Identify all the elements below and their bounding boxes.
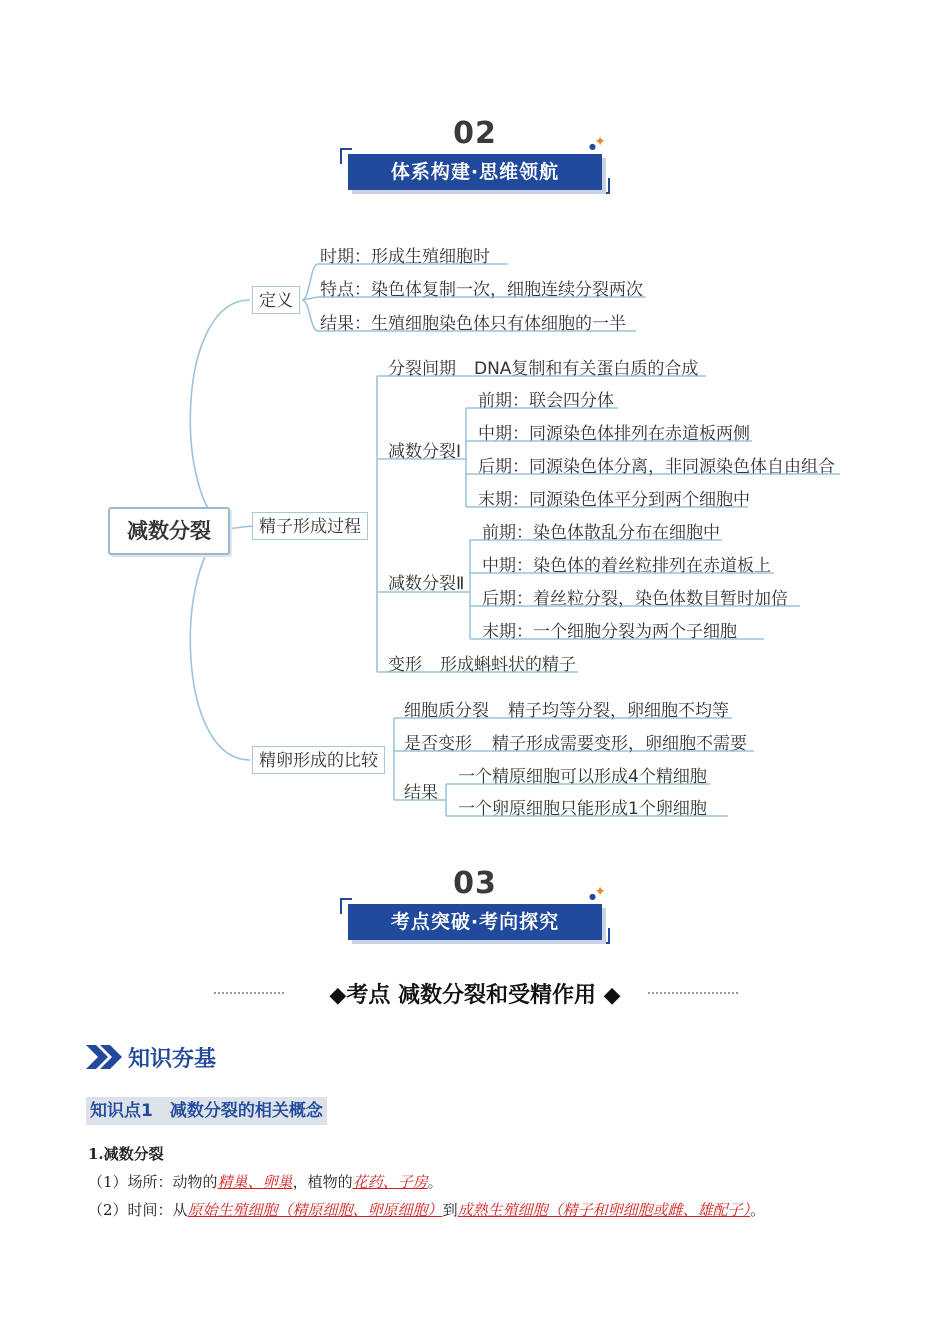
content-heading: 1.减数分裂 [88, 1145, 164, 1163]
cytoplasm-text: 精子均等分裂，卵细胞不均等 [508, 701, 729, 721]
definition-item: 结果：生殖细胞染色体只有体细胞的一半 [320, 314, 626, 334]
sparkle-icon: ✦ [594, 134, 606, 150]
deform-compare-label: 是否变形 [404, 734, 472, 754]
exam-point-title [0, 978, 950, 1009]
meiosis1-item: 末期：同源染色体平分到两个细胞中 [478, 490, 750, 510]
interphase-text: DNA复制和有关蛋白质的合成 [474, 359, 699, 379]
definition-item: 时期：形成生殖细胞时 [320, 247, 490, 267]
meiosis1-label: 减数分裂Ⅰ [388, 442, 462, 462]
diamond-icon: ◆ [329, 983, 347, 1008]
knowledge-point-title: 知识点1 减数分裂的相关概念 [86, 1097, 327, 1125]
content-line-1: （1）场所：动物的精巢、卵巢，植物的花药、子房。 [88, 1173, 443, 1191]
meiosis1-item: 后期：同源染色体分离，非同源染色体自由组合 [478, 457, 835, 477]
node-sperm-formation: 精子形成过程 [252, 512, 368, 540]
meiosis2-item: 后期：着丝粒分裂，染色体数目暂时加倍 [482, 589, 788, 609]
result-label: 结果 [404, 783, 438, 803]
answer-blank: 精巢、卵巢 [217, 1173, 293, 1191]
meiosis2-label: 减数分裂Ⅱ [388, 574, 465, 594]
knowledge-heading: 知识夯基 [128, 1047, 217, 1072]
section-title: 体系构建·思维领航 [348, 154, 602, 190]
result-item: 一个卵原细胞只能形成1个卵细胞 [458, 799, 707, 819]
answer-blank: 成熟生殖细胞（精子和卵细胞或雌、雄配子） [457, 1201, 751, 1219]
sparkle-icon: ● [589, 892, 596, 901]
interphase-label: 分裂间期 [388, 359, 456, 379]
deform-label: 变形 [388, 655, 422, 675]
result-item: 一个精原细胞可以形成4个精细胞 [458, 767, 707, 787]
cytoplasm-label: 细胞质分裂 [404, 701, 489, 721]
meiosis1-item: 中期：同源染色体排列在赤道板两侧 [478, 424, 750, 444]
meiosis1-item: 前期：联会四分体 [478, 391, 614, 411]
meiosis2-item: 末期：一个细胞分裂为两个子细胞 [482, 622, 737, 642]
double-chevron-icon [86, 1045, 130, 1069]
definition-item: 特点：染色体复制一次，细胞连续分裂两次 [320, 280, 643, 300]
content-line-2: （2）时间：从原始生殖细胞（精原细胞、卵原细胞）到成熟生殖细胞（精子和卵细胞或雌、雄配子）。 [88, 1201, 766, 1219]
sparkle-icon: ✦ [594, 884, 606, 900]
node-definition: 定义 [252, 286, 300, 314]
sparkle-icon: ● [589, 142, 596, 151]
diamond-icon: ◆ [603, 983, 621, 1008]
section-number: 03 [453, 866, 497, 901]
mindmap-root: 减数分裂 [108, 507, 230, 555]
node-comparison: 精卵形成的比较 [252, 746, 385, 774]
answer-blank: 原始生殖细胞（精原细胞、卵原细胞） [187, 1201, 443, 1219]
section-title: 考点突破·考向探究 [348, 904, 602, 940]
section-number: 02 [453, 116, 497, 151]
meiosis2-item: 中期：染色体的着丝粒排列在赤道板上 [482, 556, 771, 576]
exam-point-text: 考点 减数分裂和受精作用 [346, 983, 596, 1008]
deform-text: 形成蝌蚪状的精子 [440, 655, 576, 675]
deform-compare-text: 精子形成需要变形，卵细胞不需要 [492, 734, 747, 754]
answer-blank: 花药、子房 [352, 1173, 428, 1191]
meiosis2-item: 前期：染色体散乱分布在细胞中 [482, 523, 720, 543]
section-03-badge [340, 866, 610, 946]
